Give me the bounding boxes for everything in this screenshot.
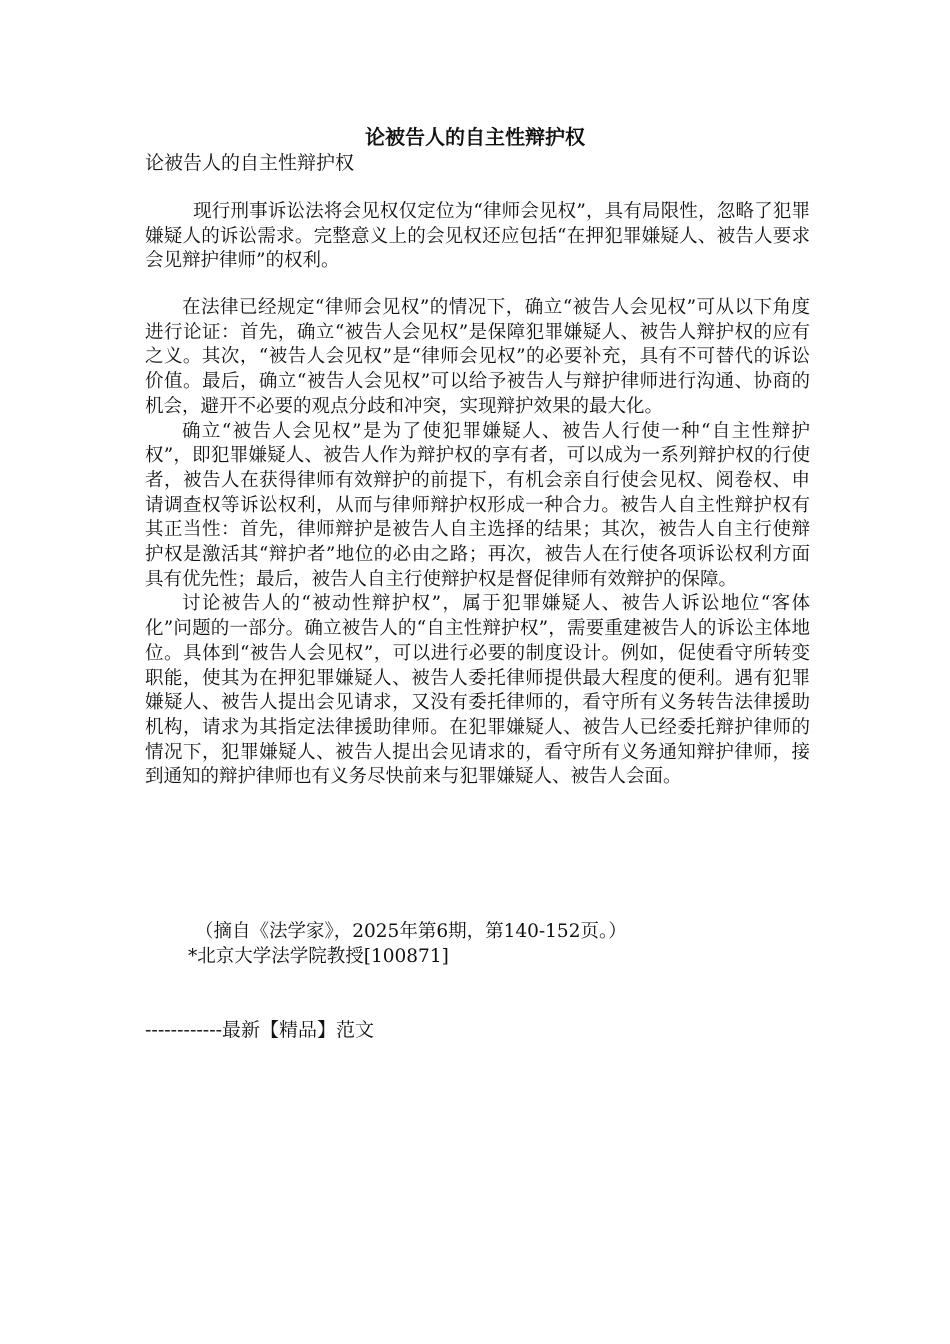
intro-block <box>145 200 810 274</box>
document-title: 论被告人的自主性辩护权 <box>365 125 585 149</box>
paragraph-2: 在法律已经规定“律师会见权”的情况下，确立“被告人会见权”可从以下角度进行论证：首先，确立“被告人会见权”是保障犯罪嫌疑人、被告人辩护权的应有之义。其次，“被告人会见权”是“律师会见权”的必要补充，具有不可替代的诉讼价值。最后，确立“被告人会见权”可以给予被告人与辩护律师进行沟通、协商的机会，避开不必要的观点分歧和冲突，实现辩护效果的最大化。 <box>145 297 810 417</box>
author-note: *北京大学法学院教授[100871] <box>188 945 449 967</box>
main-body <box>145 296 810 790</box>
document-subtitle: 论被告人的自主性辩护权 <box>145 152 355 174</box>
citation-source: （摘自《法学家》，2025年第6期，第140-152页。） <box>195 921 627 942</box>
paragraph-3: 确立“被告人会见权”是为了使犯罪嫌疑人、被告人行使一种“自主性辩护权”，即犯罪嫌疑人、被告人作为辩护权的享有者，可以成为一系列辩护权的行使者，被告人在获得律师有效辩护的前提下，有机会亲自行使会见权、阅卷权、申请调查权等诉讼权利，从而与律师辩护权形成一种合力。被告人自主性辩护权有其正当性：首先，律师辩护是被告人自主选择的结果；其次，被告人自主行使辩护权是激活其“辩护者”地位的必由之路；再次，被告人在行使各项诉讼权利方面具有优先性；最后，被告人自主行使辩护权是督促律师有效辩护的保障。 <box>145 420 810 590</box>
citation-block <box>145 920 810 969</box>
paragraph-4: 讨论被告人的“被动性辩护权”，属于犯罪嫌疑人、被告人诉讼地位“客体化”问题的一部分。确立被告人的“自主性辩护权”，需要重建被告人的诉讼主体地位。具体到“被告人会见权”，可以进行必要的制度设计。例如，促使看守所转变职能，使其为在押犯罪嫌疑人、被告人委托律师提供最大程度的便利。遇有犯罪嫌疑人、被告人提出会见请求，又没有委托律师的，看守所有义务转告法律援助机构，请求为其指定法律援助律师。在犯罪嫌疑人、被告人已经委托辩护律师的情况下，犯罪嫌疑人、被告人提出会见请求的，看守所有义务通知辩护律师，接到通知的辩护律师也有义务尽快前来与犯罪嫌疑人、被告人会面。 <box>145 593 810 788</box>
paragraph-1: 现行刑事诉讼法将会见权仅定位为“律师会见权”，具有局限性，忽略了犯罪嫌疑人的诉讼需求。完整意义上的会见权还应包括“在押犯罪嫌疑人、被告人要求会见辩护律师”的权利。 <box>145 201 810 272</box>
footer-text: ------------最新【精品】范文 <box>145 1019 375 1041</box>
